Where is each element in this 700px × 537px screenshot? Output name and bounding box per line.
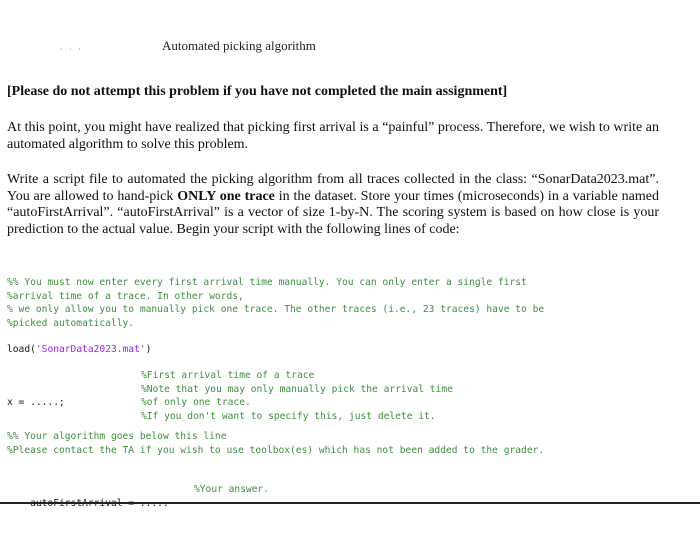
code-line: %First arrival time of a trace xyxy=(141,370,315,381)
header-dots: · · · xyxy=(60,45,83,54)
page-header xyxy=(60,38,380,54)
code-line: %arrival time of a trace. In other words, xyxy=(7,290,244,302)
code-line: %of only one trace. xyxy=(141,397,251,408)
code-line: %% You must now enter every first arrival time manually. You can only enter a single first xyxy=(7,277,527,288)
page-title: Automated picking algorithm xyxy=(162,38,316,53)
code-final-line xyxy=(7,483,270,537)
warning-note: [Please do not attempt this problem if you have not completed the main assignment] xyxy=(7,84,508,99)
assign-comments xyxy=(141,369,453,423)
load-close-paren: ) xyxy=(145,344,152,355)
instructions-text-1: Write a script file to automated the picking algorithm from all traces collected in the class: “SonarData2023.mat”. You are allowed to hand-pick xyxy=(7,172,659,204)
code-line: %If you don't want to specify this, just delete it. xyxy=(141,410,436,422)
code-line: %% Your algorithm goes below this line xyxy=(7,431,227,442)
instructions-emphasis: ONLY one trace xyxy=(177,188,275,204)
load-filename-string: 'SonarData2023.mat' xyxy=(35,344,146,355)
final-comment: %Your answer. xyxy=(194,484,270,495)
instructions-text-2: in the dataset. Store your times (microseconds) in a variable named “autoFirstArrival”. “autoFirstArrival” is a vector of size 1-by-N. The scoring system is based on how close is your prediction to the actual value. Begin your script with the following lines of code: xyxy=(7,188,659,237)
code-line: %Please contact the TA if you wish to use toolbox(es) which has not been added to the grader. xyxy=(7,444,545,456)
load-function: load( xyxy=(7,344,36,355)
code-line: %Note that you may only manually pick the arrival time xyxy=(141,383,453,395)
instructions-paragraph xyxy=(7,172,659,238)
intro-paragraph: At this point, you might have realized that picking first arrival is a “painful” process. Therefore, we wish to write an automated algorithm to solve this problem. xyxy=(7,120,659,152)
bottom-divider xyxy=(0,502,700,504)
assign-statement: x = .....; xyxy=(7,397,65,408)
code-comment-block-2 xyxy=(7,430,544,457)
code-line: %picked automatically. xyxy=(7,317,135,329)
code-line: % we only allow you to manually pick one trace. The other traces (i.e., 23 traces) have to be xyxy=(7,304,545,315)
code-load-line xyxy=(7,343,151,357)
code-comment-block-1 xyxy=(7,276,544,330)
